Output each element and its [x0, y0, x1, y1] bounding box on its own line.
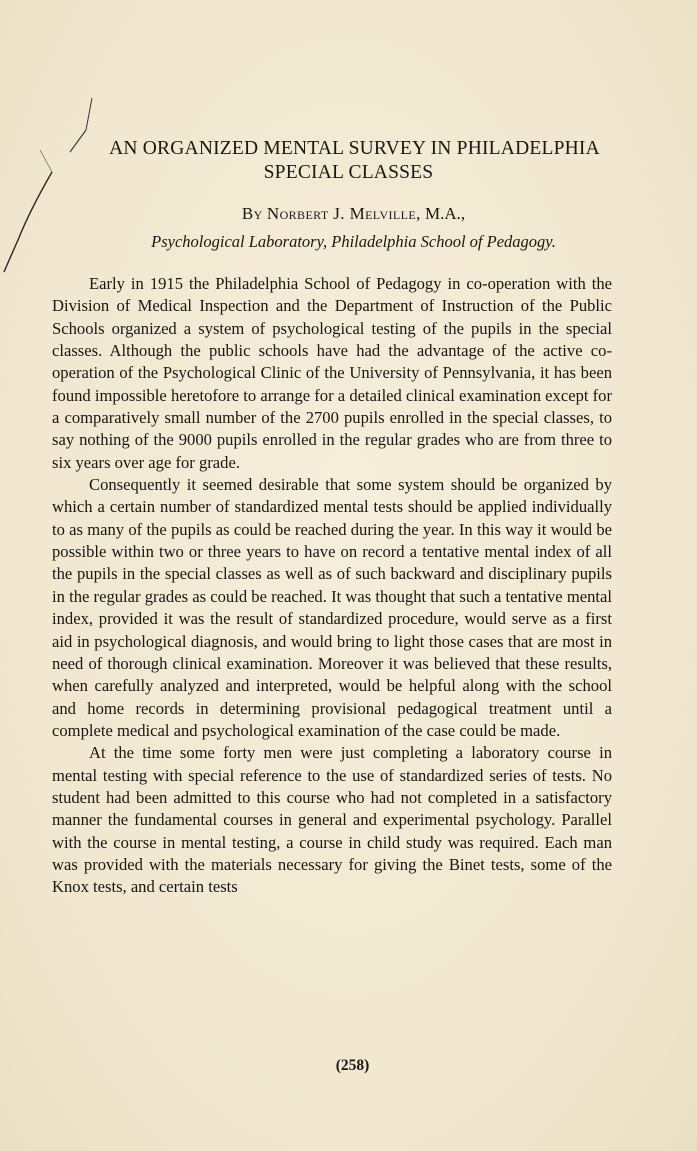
author-name: Norbert J. Melville, [266, 204, 421, 223]
body-paragraph-2: Consequently it seemed desirable that some system should be organized by which a certain number of standardized mental tests should be applied individually to as many of the pupils as could be reached during the year. In this way it would be possible within two or three years to have on record a tentative mental index of all the pupils in the special classes as well as of such backward and disciplinary pupils in the regular grades as could be reached. It was thought that such a tentative mental index, provided it was the result of standardized procedure, would serve as a first aid in psychological diagnosis, and would bring to light those cases that are most in need of thorough clinical examination. Moreover it was believed that these results, when carefully analyzed and interpreted, would be helpful along with the school and home records in determining provisional pedagogical treatment until a complete medical and psychological examination of the case could be made. [52, 475, 612, 740]
author-affiliation: Psychological Laboratory, Philadelphia School of Pedagogy. [151, 232, 556, 251]
article-body [52, 273, 612, 899]
body-paragraph-3: At the time some forty men were just completing a laboratory course in mental testing with special reference to the use of standardized series of tests. No student had been admitted to this course who had not completed in a satisfactory manner the fundamental courses in general and experimental psychology. Parallel with the course in mental testing, a course in child study was required. Each man was provided with the materials necessary for giving the Binet tests, some of the Knox tests, and certain tests [52, 743, 612, 897]
article-title-line-1: AN ORGANIZED MENTAL SURVEY IN PHILADELPHIA [109, 138, 600, 159]
page-number: (258) [335, 1057, 370, 1074]
body-paragraph-1: Early in 1915 the Philadelphia School of Pedagogy in co-operation with the Division of Medical Inspection and the Department of Instruction of the Public Schools organized a system of psychological testing of the pupils in the special classes. Although the public schools have had the advantage of the active co-operation of the Psychological Clinic of the University of Pennsylvania, it has been found impossible heretofore to arrange for a detailed clinical examination except for a comparatively small number of the 2700 pupils enrolled in the special classes, to say nothing of the 9000 pupils enrolled in the regular grades who are from three to six years over age for grade. [52, 274, 612, 472]
article-title [0, 137, 697, 185]
author-byline [0, 203, 697, 225]
author-degree: M.A., [425, 204, 466, 223]
byline-by: By [241, 204, 263, 223]
article-title-line-2: SPECIAL CLASSES [263, 162, 434, 183]
